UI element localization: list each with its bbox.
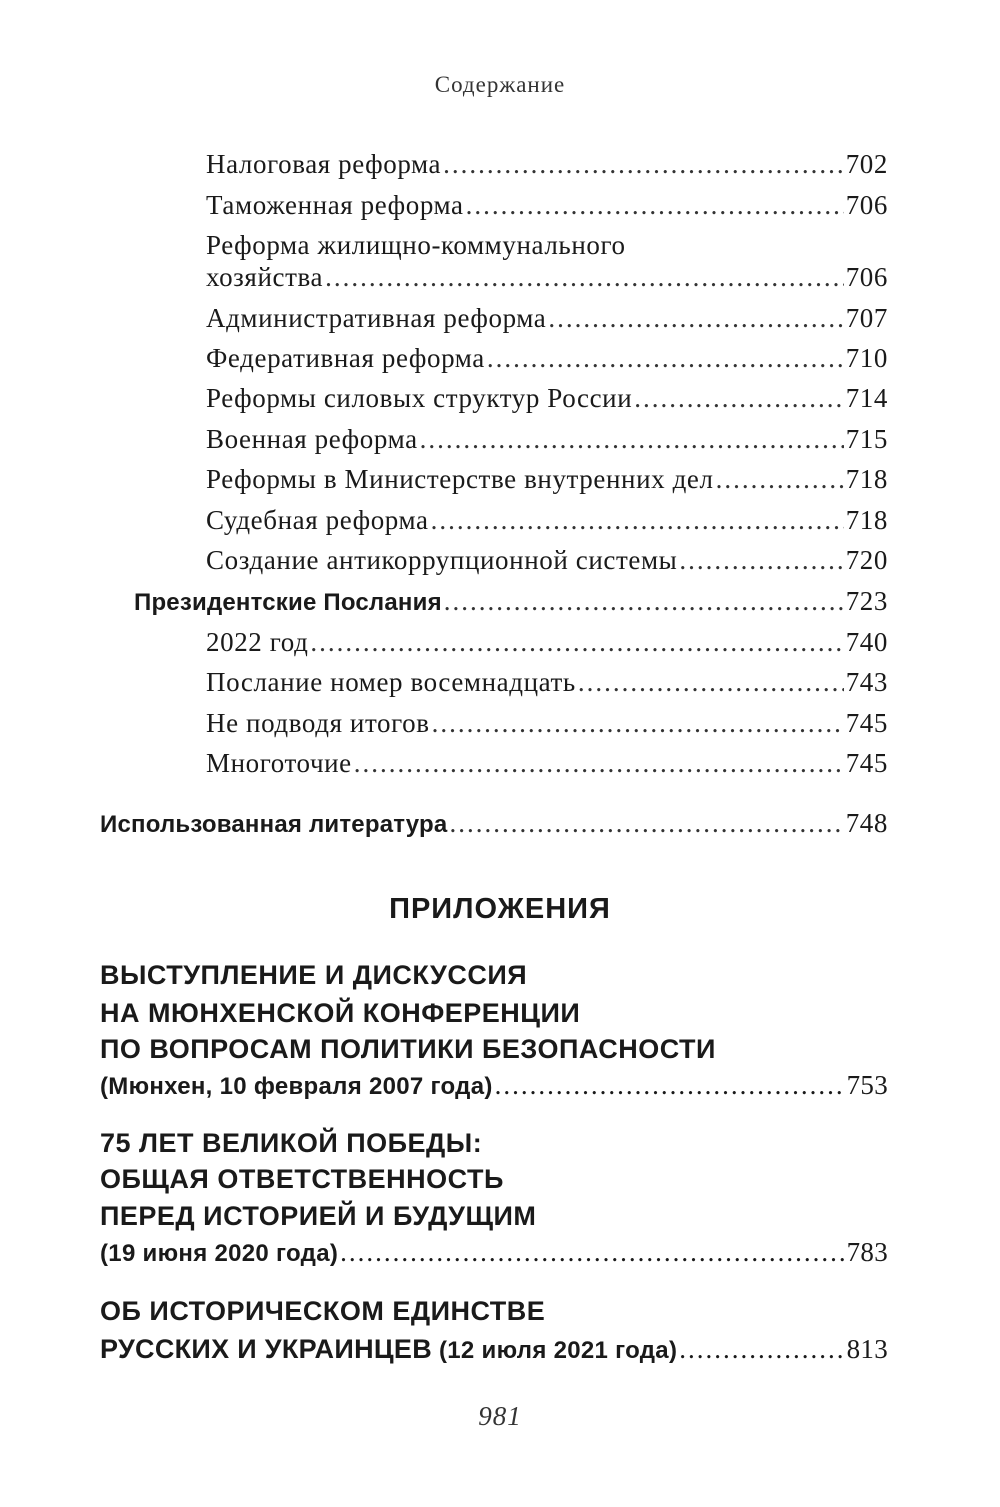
dot-leader	[466, 187, 844, 223]
toc-entry-page: 715	[845, 424, 888, 454]
toc-entry-title: Реформы силовых структур России	[206, 383, 633, 413]
toc-entry-page: 743	[845, 667, 888, 697]
toc-entry-title: Военная реформа	[206, 424, 418, 454]
toc-entry-page: 718	[845, 464, 888, 494]
dot-leader	[310, 624, 843, 660]
appendix-title-line: НА МЮНХЕНСКОЙ КОНФЕРЕНЦИИ	[100, 998, 581, 1028]
toc-entry[interactable]	[0, 380, 888, 416]
dot-leader	[432, 705, 844, 741]
toc-entry-title: Административная реформа	[206, 303, 547, 333]
toc-chapter[interactable]	[0, 805, 888, 841]
dot-leader	[487, 340, 844, 376]
toc-entry[interactable]	[0, 664, 888, 700]
dot-leader	[578, 664, 844, 700]
toc-entry-page: 740	[845, 627, 888, 657]
toc-chapter[interactable]	[0, 583, 888, 619]
toc-entry-page: 745	[845, 708, 888, 738]
dot-leader	[443, 146, 844, 182]
appendix-title-line: ПЕРЕД ИСТОРИЕЙ И БУДУЩИМ	[100, 1201, 537, 1231]
appendix-title-line: 75 ЛЕТ ВЕЛИКОЙ ПОБЕДЫ:	[100, 1128, 483, 1158]
appendix-entry-title: (Мюнхен, 10 февраля 2007 года)	[100, 1073, 493, 1100]
running-header: Содержание	[434, 72, 566, 97]
dot-leader	[716, 461, 844, 497]
toc-entry-page: 706	[845, 262, 888, 292]
toc-entry-title: Создание антикоррупционной системы	[206, 545, 678, 575]
toc-entry[interactable]	[0, 745, 888, 781]
toc-entry-title: хозяйства	[206, 262, 324, 292]
toc-entry[interactable]	[0, 300, 888, 336]
dot-leader	[354, 745, 844, 781]
appendix-entry-page: 783	[846, 1237, 888, 1267]
toc-entry-title: 2022 год	[206, 627, 309, 657]
appendix-title-line: ОБЩАЯ ОТВЕТСТВЕННОСТЬ	[100, 1164, 504, 1194]
toc-entry-title: Многоточие	[206, 748, 352, 778]
toc-entry[interactable]	[0, 187, 888, 223]
dot-leader	[495, 1066, 845, 1104]
toc-entry-page: 707	[845, 303, 888, 333]
toc-entry-page: 706	[845, 190, 888, 220]
toc-entry-page: 714	[845, 383, 888, 413]
toc-entry[interactable]	[0, 461, 888, 497]
toc-entry-page: 723	[845, 586, 888, 616]
dot-leader	[634, 380, 843, 416]
toc-entry-page: 748	[845, 808, 888, 838]
appendix-heading: ПРИЛОЖЕНИЯ	[389, 893, 611, 925]
toc-entry[interactable]	[0, 340, 888, 376]
appendix-entry-page: 753	[846, 1070, 888, 1100]
toc-entry-title-line1: Реформа жилищно-коммунального	[206, 230, 626, 260]
toc-entry[interactable]	[0, 542, 888, 578]
toc-entry-title: Реформы в Министерстве внутренних дел	[206, 464, 714, 494]
dot-leader	[420, 421, 844, 457]
appendix-entry-title: (12 июля 2021 года)	[438, 1337, 678, 1364]
dot-leader	[444, 583, 844, 619]
appendix-entry-title-caps: РУССКИХ И УКРАИНЦЕВ	[100, 1334, 432, 1364]
toc-entry[interactable]	[0, 502, 888, 538]
dot-leader	[679, 1330, 844, 1368]
toc-entry-title: Послание номер восемнадцать	[206, 667, 576, 697]
appendix-title-line: ПО ВОПРОСАМ ПОЛИТИКИ БЕЗОПАСНОСТИ	[100, 1034, 716, 1064]
appendix-entry[interactable]	[100, 1066, 888, 1104]
toc-entry[interactable]	[0, 421, 888, 457]
appendix-title-line: ВЫСТУПЛЕНИЕ И ДИСКУССИЯ	[100, 960, 528, 990]
toc-entry-page: 745	[845, 748, 888, 778]
appendix-entry[interactable]	[100, 1233, 888, 1271]
toc-entry[interactable]	[0, 705, 888, 741]
toc-entry[interactable]	[0, 146, 888, 182]
toc-entry-page: 702	[845, 149, 888, 179]
toc-entry-title: Президентские Послания	[134, 589, 442, 616]
appendix-entry-page: 813	[846, 1334, 888, 1364]
toc-entry-title: Не подводя итогов	[206, 708, 430, 738]
toc-entry-page: 718	[845, 505, 888, 535]
dot-leader	[679, 542, 843, 578]
appendix-entry[interactable]	[100, 1330, 888, 1368]
toc-entry[interactable]	[0, 259, 888, 295]
page-number: 981	[478, 1401, 522, 1431]
toc-entry-page: 710	[845, 343, 888, 373]
dot-leader	[431, 502, 844, 538]
toc-entry-title: Налоговая реформа	[206, 149, 442, 179]
toc-entry-title: Таможенная реформа	[206, 190, 464, 220]
toc-entry-title: Федеративная реформа	[206, 343, 485, 373]
toc-entry[interactable]	[0, 624, 888, 660]
appendix-entry-title: (19 июня 2020 года)	[100, 1240, 339, 1267]
toc-entry-title: Судебная реформа	[206, 505, 429, 535]
toc-entry-title: Использованная литература	[100, 811, 448, 838]
dot-leader	[325, 259, 844, 295]
dot-leader	[548, 300, 843, 336]
dot-leader	[340, 1233, 844, 1271]
dot-leader	[449, 805, 843, 841]
appendix-title-line: ОБ ИСТОРИЧЕСКОМ ЕДИНСТВЕ	[100, 1296, 546, 1326]
toc-entry-page: 720	[845, 545, 888, 575]
